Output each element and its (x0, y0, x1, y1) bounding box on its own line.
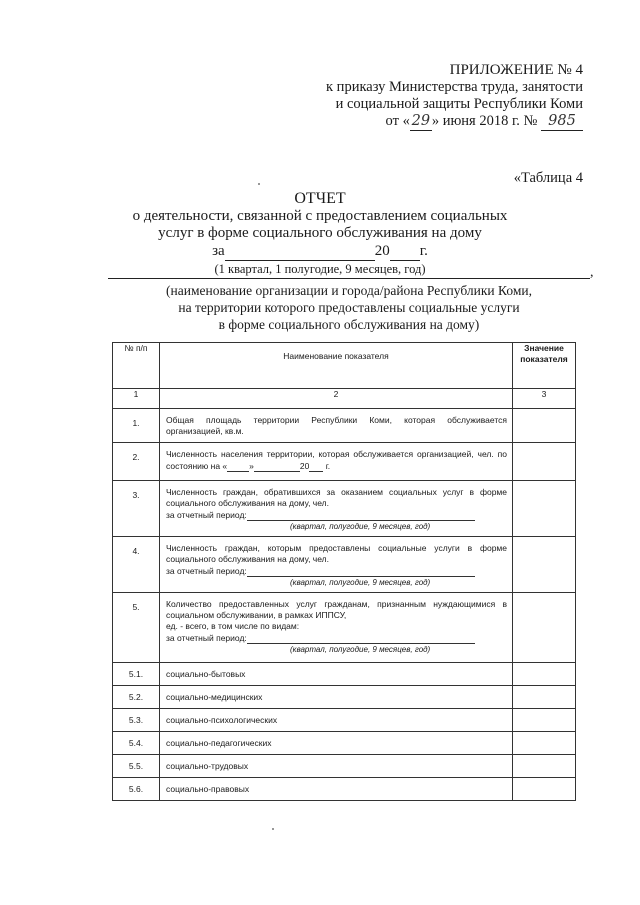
table-row (113, 778, 576, 801)
header-num: № п/п (113, 343, 160, 389)
row-text-main: Численность граждан, которым предоставлены социальные услуги в форме социального обслуживания на дому, чел. (166, 543, 507, 564)
table-header-row (113, 343, 576, 389)
table-row (113, 686, 576, 709)
row-num: 5.5. (113, 755, 160, 778)
header-value-1: Значение (524, 343, 564, 353)
value-cell[interactable] (513, 537, 576, 593)
row-period: за отчетный период: (166, 510, 247, 520)
appendix-date-line (283, 113, 583, 131)
row-text: социально-медицинских (160, 686, 513, 709)
scan-speck (272, 828, 274, 830)
row-num: 2. (113, 443, 160, 481)
row-text-b: » (249, 461, 254, 471)
table-label: «Таблица 4 (513, 170, 583, 186)
column-number-row (113, 389, 576, 409)
row-text: социально-педагогических (160, 732, 513, 755)
row-num: 3. (113, 481, 160, 537)
appendix-line3: и социальной защиты Республики Коми (335, 96, 583, 112)
appendix-title: ПРИЛОЖЕНИЕ № 4 (449, 62, 583, 78)
row-text: социально-правовых (160, 778, 513, 801)
table-row (113, 709, 576, 732)
report-period-line (120, 243, 520, 262)
row-text-main: Количество предоставленных услуг гражданам, признанным нуждающимися в социальном обслуживании, в рамках ИППСУ, (166, 599, 507, 620)
row-text (160, 537, 513, 593)
report-table (112, 342, 576, 801)
header-name: Наименование показателя (160, 343, 513, 389)
org-comma: , (590, 265, 594, 280)
row-text (160, 481, 513, 537)
row-num: 5. (113, 593, 160, 663)
period-prefix: за (212, 242, 225, 259)
row-text: социально-трудовых (160, 755, 513, 778)
table-row (113, 732, 576, 755)
appendix-block (283, 62, 583, 131)
row-num: 5.2. (113, 686, 160, 709)
row-period-hint: (квартал, полугодие, 9 месяцев, год) (290, 645, 431, 654)
table-row (113, 409, 576, 443)
value-cell[interactable] (513, 709, 576, 732)
row-text (160, 593, 513, 663)
date-prefix: от « (385, 113, 410, 129)
order-number: 985 (541, 113, 583, 131)
row-num: 4. (113, 537, 160, 593)
value-cell[interactable] (513, 663, 576, 686)
row-text-d: г. (325, 461, 331, 471)
row-period: за отчетный период: (166, 633, 247, 643)
org-hint-3: в форме социального обслуживания на дому) (218, 317, 480, 332)
row-period-hint: (квартал, полугодие, 9 месяцев, год) (290, 522, 431, 531)
col-number-2: 2 (160, 389, 513, 409)
row-text-main: Численность граждан, обратившихся за оказанием социальных услуг в форме социального обслуживания на дому, чел. (166, 487, 507, 508)
table-row (113, 593, 576, 663)
scan-speck (258, 183, 260, 185)
value-cell[interactable] (513, 443, 576, 481)
row-num: 5.3. (113, 709, 160, 732)
row-num: 5.1. (113, 663, 160, 686)
report-title-block (120, 190, 520, 279)
org-name-line (108, 278, 590, 279)
row-text: социально-бытовых (160, 663, 513, 686)
period-suffix: г. (419, 242, 428, 259)
row-num: 1. (113, 409, 160, 443)
org-hint-2: на территории которого предоставлены социальные услуги (178, 300, 520, 315)
value-cell[interactable] (513, 409, 576, 443)
row-num: 5.6. (113, 778, 160, 801)
report-title: ОТЧЕТ (294, 190, 346, 207)
org-hint (108, 282, 590, 333)
row-text: Общая площадь территории Республики Коми, которая обслуживается организацией, кв.м. (160, 409, 513, 443)
value-cell[interactable] (513, 732, 576, 755)
value-cell[interactable] (513, 481, 576, 537)
header-value (513, 343, 576, 389)
row-text (160, 443, 513, 481)
value-cell[interactable] (513, 778, 576, 801)
period-hint: (1 квартал, 1 полугодие, 9 месяцев, год) (214, 262, 426, 276)
org-hint-1: (наименование организации и города/района Республики Коми, (166, 283, 532, 298)
row-period: за отчетный период: (166, 566, 247, 576)
row-text-sub: ед. - всего, в том числе по видам: (166, 621, 300, 631)
row-text: социально-психологических (160, 709, 513, 732)
row-period-hint: (квартал, полугодие, 9 месяцев, год) (290, 578, 431, 587)
row-text-a: Численность населения территории, которая обслуживается организацией, чел. по состоянию на « (166, 449, 507, 471)
row-text-c: 20 (299, 461, 310, 471)
date-mid: » июня 2018 г. № (431, 113, 541, 129)
period-year: 20 (374, 242, 390, 259)
appendix-line2: к приказу Министерства труда, занятости (326, 79, 583, 95)
value-cell[interactable] (513, 755, 576, 778)
header-value-2: показателя (520, 354, 568, 364)
table-row (113, 663, 576, 686)
col-number-3: 3 (513, 389, 576, 409)
report-subtitle-1: о деятельности, связанной с предоставлением социальных (132, 207, 508, 224)
table-row (113, 755, 576, 778)
table-row (113, 537, 576, 593)
col-number-1: 1 (113, 389, 160, 409)
report-subtitle-2: услуг в форме социального обслуживания на дому (158, 225, 482, 241)
table-row (113, 481, 576, 537)
date-day: 29 (411, 113, 431, 129)
row-num: 5.4. (113, 732, 160, 755)
value-cell[interactable] (513, 686, 576, 709)
table-row (113, 443, 576, 481)
value-cell[interactable] (513, 593, 576, 663)
